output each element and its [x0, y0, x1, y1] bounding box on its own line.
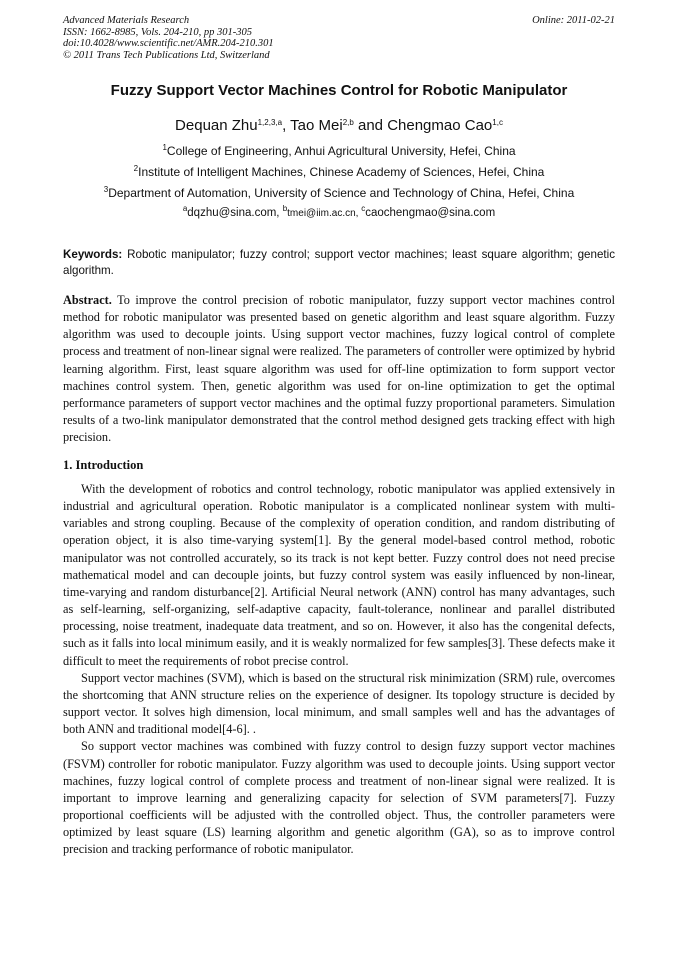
keywords-block — [63, 247, 615, 279]
email-marker: b — [282, 204, 288, 213]
paragraph: With the development of robotics and control technology, robotic manipulator was applied extensively in industrial and agricultural operation. Robotic manipulator is a complicated nonlinear system with multi-variables and strong coupling. Because of the complexity of operation condition, and random distributing of operation object, it is also time-varying system[1]. By the general model-based control method, robotic manipulator was not controlled accurately, so its track is not kept better. Fuzzy control does not need precise mathematical model and can decouple joints, but fuzzy control system was easily influenced by non-linear, time-varying and random disturbance[2]. Artificial Neural network (ANN) control has many advantages, such as self-learning, self-organizing, self-adaptive capacity, fault-tolerance, nonlinear and parallel distributed processing, noise treatment, inadequate data treatment, and so on. However, it also has the congenital defects, such as it falls into local minimum easily, and it is weakly normalized for few samples[3]. These defects make it difficult to meet the requirements of robot precise control. — [63, 482, 615, 668]
affiliation-number: 2 — [133, 164, 139, 173]
email-marker: a — [182, 204, 188, 213]
paragraph: Support vector machines (SVM), which is based on the structural risk minimization (SRM) rule, overcomes the shortcoming that ANN structure relies on the experience of designer. Its topology structure is decided by support vector. It solves high dimension, local minimum, and small samples well and has the advantages of both ANN and traditional model[4-6]. . — [63, 670, 615, 737]
running-header — [63, 15, 615, 61]
copyright-line: © 2011 Trans Tech Publications Ltd, Switzerland — [63, 49, 270, 61]
author-name: Tao Mei — [290, 117, 343, 134]
affiliation-text: College of Engineering, Anhui Agricultural University, Hefei, China — [166, 144, 516, 158]
author-separator: and — [353, 117, 388, 134]
paper-title: Fuzzy Support Vector Machines Control for Robotic Manipulator — [110, 82, 568, 99]
issn-line: ISSN: 1662-8985, Vols. 204-210, pp 301-305 — [63, 26, 252, 38]
affiliation — [0, 186, 678, 200]
online-date: Online: 2011-02-21 — [532, 15, 615, 26]
author-affil-marker: 1,2,3,a — [257, 118, 283, 127]
email-line — [0, 204, 678, 219]
email-marker: c — [361, 204, 366, 213]
abstract-text: To improve the control precision of robotic manipulator, fuzzy support vector machines control method for robotic manipulator was presented based on genetic algorithm and least square algorithm. Fuzzy algorithm was used to decouple joints. Using support vector machines, fuzzy logical control of complete process and treatment of non-linear signal were realized. The parameters of controller were optimized by hybrid learning algorithm. First, least square algorithm was used for off-line optimization to form support vector machines control system. Then, genetic algorithm was used for on-line optimization to get the optimal performance parameters of support vector machines and the optimal fuzzy proportional parameters. Simulation results of a two-link manipulator demonstrated that the control method designed gets tracking effect with high precision. — [63, 293, 615, 445]
affiliation-text: Institute of Intelligent Machines, Chinese Academy of Sciences, Hefei, China — [138, 165, 545, 179]
email-address: tmei@iim.ac.cn, — [287, 208, 362, 219]
affiliation-text: Department of Automation, University of Science and Technology of China, Hefei, China — [108, 186, 575, 200]
author-list — [0, 117, 678, 134]
affiliation — [0, 165, 678, 179]
section-body — [63, 481, 615, 858]
keywords-label: Keywords: — [63, 248, 123, 261]
email-address: dqzhu@sina.com, — [187, 207, 283, 219]
affiliation-number: 3 — [103, 185, 109, 194]
author-affil-marker: 2,b — [342, 118, 354, 127]
paragraph: So support vector machines was combined with fuzzy control to design fuzzy support vector machines (FSVM) controller for robotic manipulator. Fuzzy algorithm was used to decouple joints. Using support vector machines, fuzzy logical control of complete process and treatment of non-linear signal were realized. It is important to improve learning and generalizing capacity for selection of SVM parameters[7]. Fuzzy proportional coefficients will be adjusted with the controlled object. Thus, the controller parameters were optimized by least square (LS) learning algorithm and genetic algorithm (GA), so as to improve control precision and tracking performance of robotic manipulator. — [63, 739, 615, 857]
abstract-block — [63, 292, 615, 446]
section-heading: 1. Introduction — [63, 458, 144, 472]
keywords-text: Robotic manipulator; fuzzy control; support vector machines; least square algorithm; genetic algorithm. — [63, 248, 615, 277]
author-separator: , — [282, 117, 291, 134]
author-name: Dequan Zhu — [175, 117, 258, 134]
doi-line: doi:10.4028/www.scientific.net/AMR.204-210.301 — [63, 38, 274, 49]
author-affil-marker: 1,c — [492, 118, 503, 127]
email-address: caochengmao@sina.com — [365, 207, 496, 219]
abstract-label: Abstract. — [63, 293, 112, 307]
affiliation — [0, 144, 678, 158]
affiliation-number: 1 — [162, 143, 167, 152]
journal-name: Advanced Materials Research — [63, 15, 190, 26]
author-name: Chengmao Cao — [387, 117, 493, 134]
